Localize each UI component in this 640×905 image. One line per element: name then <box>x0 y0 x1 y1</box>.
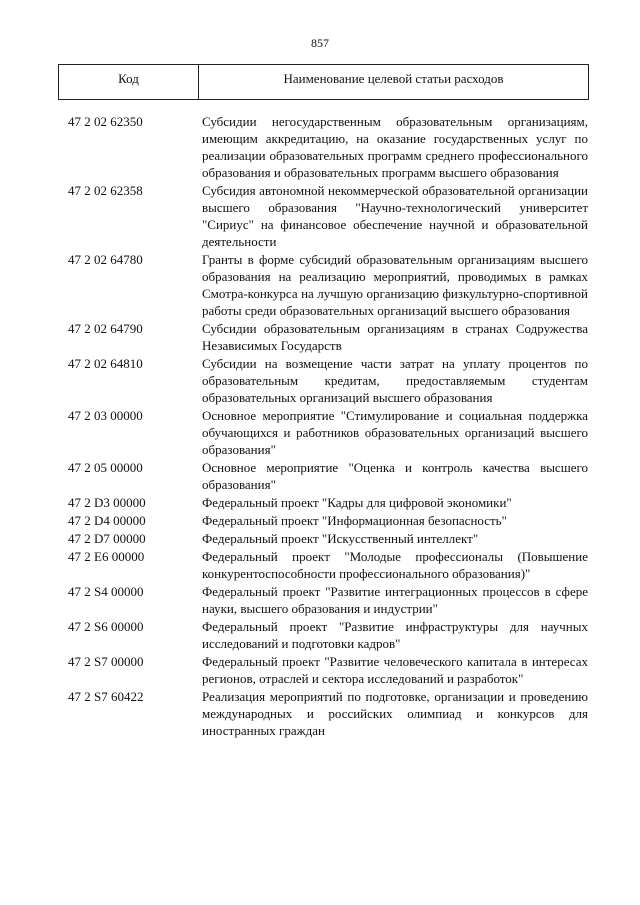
row-code: 47 2 S7 00000 <box>68 654 144 669</box>
row-description: Федеральный проект "Молодые профессионалы (Повышение конкурентоспособности профессионального образования)" <box>202 549 588 581</box>
row-description: Основное мероприятие "Стимулирование и социальная поддержка обучающихся и работников образовательных организаций высшего образования" <box>202 408 588 457</box>
row-code: 47 2 05 00000 <box>68 460 143 475</box>
row-code: 47 2 02 62350 <box>68 114 143 129</box>
table-row <box>68 355 588 406</box>
table-row <box>68 548 588 582</box>
row-description: Субсидия автономной некоммерческой образовательной организации высшего образования "Научно-технологический университет "Сириус" на финансовое обеспечение научной и образовательной деятельности <box>202 183 588 249</box>
table-header <box>58 64 589 100</box>
table-row <box>68 251 588 319</box>
row-code: 47 2 D4 00000 <box>68 513 146 528</box>
row-code: 47 2 D7 00000 <box>68 531 146 546</box>
table-row <box>68 512 588 529</box>
table-row <box>68 688 588 739</box>
table-row <box>68 653 588 687</box>
row-description: Федеральный проект "Информационная безопасность" <box>202 513 507 528</box>
row-description: Федеральный проект "Искусственный интеллект" <box>202 531 479 546</box>
row-code: 47 2 E6 00000 <box>68 549 145 564</box>
table-row <box>68 320 588 354</box>
row-description: Субсидии образовательным организациям в странах Содружества Независимых Государств <box>202 321 588 353</box>
row-code: 47 2 D3 00000 <box>68 495 146 510</box>
row-description: Реализация мероприятий по подготовке, организации и проведению международных и российских олимпиад и конкурсов для иностранных граждан <box>202 689 588 738</box>
row-code: 47 2 02 62358 <box>68 183 143 198</box>
row-description: Субсидии негосударственным образовательным организациям, имеющим аккредитацию, на оказание государственных услуг по реализации образовательных программ среднего профессионального образования и образовательных программ высшего образования <box>202 114 588 180</box>
row-code: 47 2 S4 00000 <box>68 584 144 599</box>
row-code: 47 2 03 00000 <box>68 408 143 423</box>
column-header-code: Код <box>59 65 199 99</box>
row-code: 47 2 02 64790 <box>68 321 143 336</box>
row-description: Гранты в форме субсидий образовательным организациям высшего образования на реализацию мероприятий, проводимых в рамках Смотра-конкурса на лучшую организацию физкультурно-спортивной работы среди образовательных организаций высшего образования <box>202 252 588 318</box>
table-row <box>68 113 588 181</box>
row-description: Основное мероприятие "Оценка и контроль качества высшего образования" <box>202 460 588 492</box>
row-code: 47 2 02 64780 <box>68 252 143 267</box>
row-description: Субсидии на возмещение части затрат на уплату процентов по образовательным кредитам, предоставляемым студентам образовательных организаций высшего образования <box>202 356 588 405</box>
table-row <box>68 583 588 617</box>
row-code: 47 2 S7 60422 <box>68 689 144 704</box>
table-row <box>68 407 588 458</box>
table-row <box>68 618 588 652</box>
page-number: 857 <box>311 36 329 50</box>
row-description: Федеральный проект "Развитие интеграционных процессов в сфере науки, высшего образования и индустрии" <box>202 584 588 616</box>
column-header-name: Наименование целевой статьи расходов <box>283 71 504 86</box>
row-description: Федеральный проект "Развитие инфраструктуры для научных исследований и подготовки кадров" <box>202 619 588 651</box>
expense-items-list <box>68 113 588 740</box>
table-row <box>68 459 588 493</box>
row-description: Федеральный проект "Развитие человеческого капитала в интересах регионов, отраслей и сектора исследований и разработок" <box>202 654 588 686</box>
row-description: Федеральный проект "Кадры для цифровой экономики" <box>202 495 512 510</box>
row-code: 47 2 02 64810 <box>68 356 143 371</box>
table-row <box>68 530 588 547</box>
table-row <box>68 182 588 250</box>
row-code: 47 2 S6 00000 <box>68 619 144 634</box>
table-row <box>68 494 588 511</box>
